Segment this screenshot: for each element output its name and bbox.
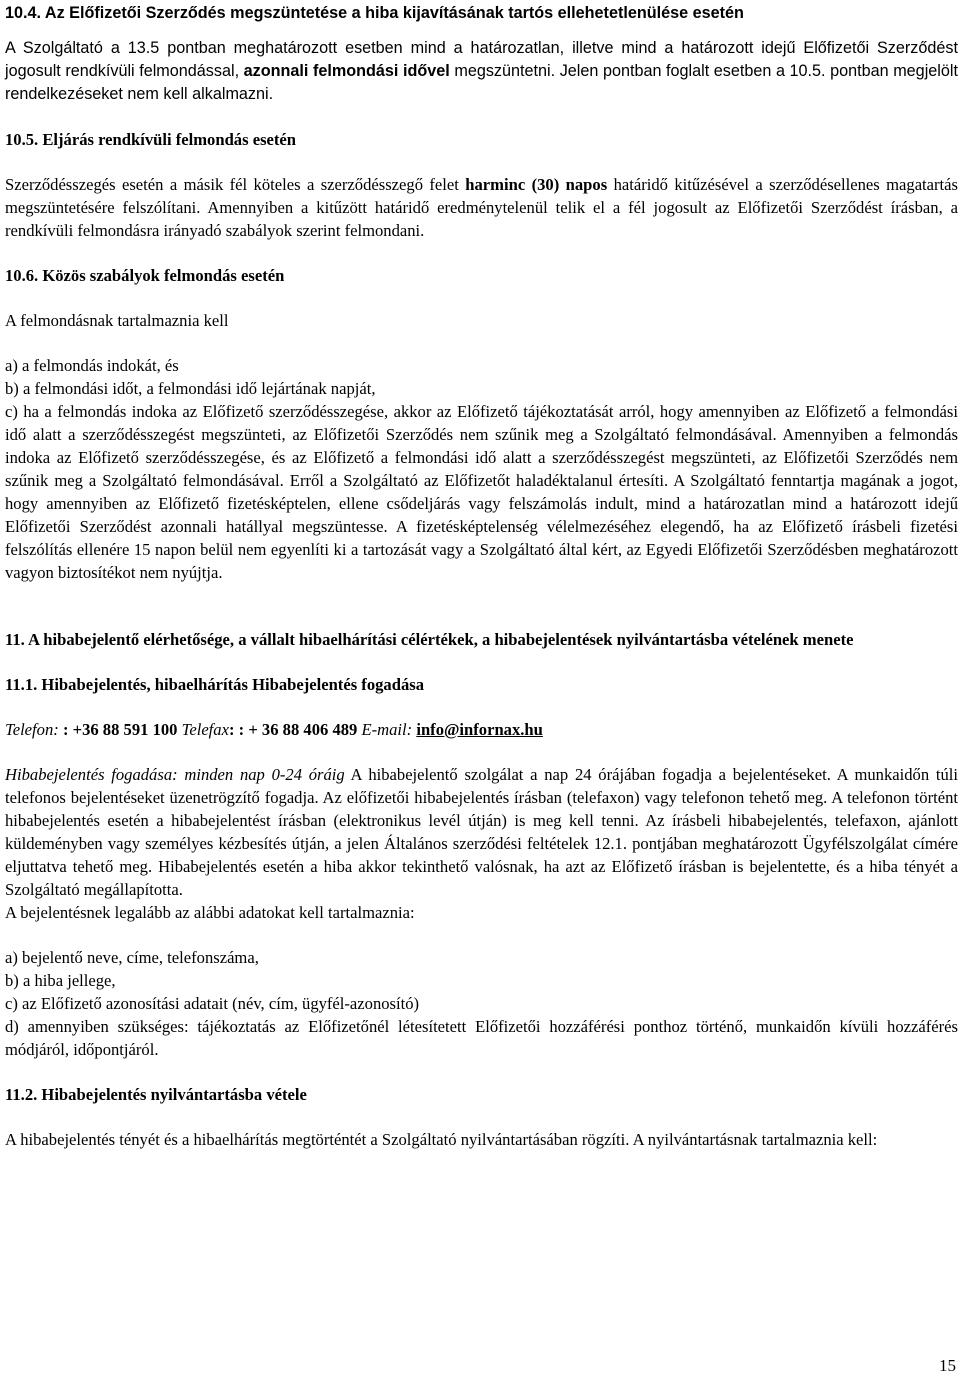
phone-label: Telefon: bbox=[5, 720, 63, 739]
page-number: 15 bbox=[939, 1356, 956, 1375]
email-link[interactable]: info@infornax.hu bbox=[416, 720, 543, 739]
list-item: a) bejelentő neve, címe, telefonszáma, bbox=[5, 948, 259, 967]
paragraph: A Szolgáltató a 13.5 pontban meghatározott esetben mind a határozatlan, illetve mind a határozott idejű Előfizetői Szerződést jogosult rendkívüli felmondással, azonnali felmondási idővel megszüntetni. Jelen pontban foglalt esetben a 10.5. pontban megjelölt rendelkezéseket nem kell alkalmazni. bbox=[5, 39, 958, 103]
list-item: b) a hiba jellege, bbox=[5, 971, 116, 990]
section-11-2 bbox=[5, 1083, 958, 1151]
paragraph: A hibabejelentés tényét és a hibaelhárítás megtörténtét a Szolgáltató nyilvántartásában rögzíti. A nyilvántartásnak tartalmaznia kell: bbox=[5, 1130, 878, 1149]
paragraph: Hibabejelentés fogadása: minden nap 0-24 óráig A hibabejelentő szolgálat a nap 24 órájában fogadja a bejelentéseket. A munkaidőn túli telefonos bejelentéseket üzenetrögzítő fogadja. Az előfizetői hibabejelentés írásban (telefaxon) vagy telefonon tehető meg. A telefonon történt hibabejelentés esetén a hibabejelentést írásban (elektronikus levél útján) is meg kell tenni. Az írásbeli hibabejelentés, telefaxon, ajánlott küldeményben vagy személyes kézbesítés útján, a jelen Általános szerződési feltételek 12.1. pontjában meghatározott Ügyfélszolgálat címére eljuttatva tehető meg. Hibabejelentés esetén a hiba akkor tekinthető valósnak, ha azt az Előfizető írásban is bejelentette, és a hiba tényét a Szolgáltató megállapította. bbox=[5, 765, 958, 899]
section-title: 10.4. Az Előfizetői Szerződés megszüntetése a hiba kijavításának tartós ellehetetlenülése esetén bbox=[5, 4, 744, 22]
list bbox=[5, 946, 958, 1061]
phone-value: : +36 88 591 100 bbox=[62, 720, 182, 739]
fax-value: : : + 36 88 406 489 bbox=[228, 720, 362, 739]
list-item: c) ha a felmondás indoka az Előfizető szerződésszegése, akkor az Előfizető tájékoztatását arról, hogy amennyiben az Előfizető a felmondási idő alatt a szerződésszegést megszünteti, az Előfizetői Szerződés nem szűnik meg a Szolgáltató felmondásával. Amennyiben a felmondás indoka az Előfizető szerződésszegése, és az Előfizető a felmondási idő alatt a szerződésszegést megszünteti, az Előfizetői Szerződés nem szűnik meg a Szolgáltató felmondásával. Erről a Szolgáltató az Előfizetőt haladéktalanul értesíti. A Szolgáltató fenntartja magának a jogot, hogy amennyiben az Előfizető fizetésképtelen, ellene csődeljárás vagy felszámolás indult, mind a határozatlan mind a határozott idejű Előfizetői Szerződést azonnali hatállyal megszüntesse. A fizetésképtelenség vélelmezéséhez elegendő, ha az Előfizető írásbeli fizetési felszólítás ellenére 15 napon belül nem egyenlíti ki a tartozását vagy a Szolgáltató által kért, az Egyedi Előfizetői Szerződésben meghatározott vagyon biztosítékot nem nyújtja. bbox=[5, 402, 958, 582]
section-title: 11.2. Hibabejelentés nyilvántartásba vétele bbox=[5, 1085, 307, 1104]
list bbox=[5, 354, 958, 584]
section-11 bbox=[5, 628, 958, 651]
list-item: c) az Előfizető azonosítási adatait (név, cím, ügyfél-azonosító) bbox=[5, 994, 420, 1013]
list-item: b) a felmondási időt, a felmondási idő lejártának napját, bbox=[5, 379, 376, 398]
section-10-6 bbox=[5, 264, 958, 584]
document-page bbox=[5, 0, 958, 1151]
section-10-4 bbox=[5, 2, 958, 106]
paragraph: A felmondásnak tartalmaznia kell bbox=[5, 311, 229, 330]
section-title: 10.6. Közös szabályok felmondás esetén bbox=[5, 266, 285, 285]
paragraph: A bejelentésnek legalább az alábbi adatokat kell tartalmaznia: bbox=[5, 903, 415, 922]
list-item: a) a felmondás indokát, és bbox=[5, 356, 179, 375]
section-10-5 bbox=[5, 128, 958, 242]
section-title: 10.5. Eljárás rendkívüli felmondás esetén bbox=[5, 130, 297, 149]
section-title: 11. A hibabejelentő elérhetősége, a vállalt hibaelhárítási célértékek, a hibabejelentések nyilvántartásba vételének menete bbox=[5, 630, 854, 649]
section-11-1 bbox=[5, 673, 958, 1061]
email-label: E-mail: bbox=[361, 720, 417, 739]
section-title: 11.1. Hibabejelentés, hibaelhárítás Hibabejelentés fogadása bbox=[5, 675, 424, 694]
fax-label: Telefax bbox=[181, 720, 229, 739]
contact-line bbox=[5, 718, 958, 741]
paragraph: Szerződésszegés esetén a másik fél köteles a szerződésszegő felet harminc (30) napos határidő kitűzésével a szerződésellenes magatartás megszüntetésére felszólítani. Amennyiben a kitűzött határidő eredménytelenül telik el a fél jogosult az Előfizetői Szerződést írásban, a rendkívüli felmondásra irányadó szabályok szerint felmondani. bbox=[5, 175, 958, 240]
list-item: d) amennyiben szükséges: tájékoztatás az Előfizetőnél létesítetett Előfizetői hozzáférési ponthoz történő, munkaidőn kívüli hozzáférés módjáról, időpontjáról. bbox=[5, 1017, 958, 1059]
